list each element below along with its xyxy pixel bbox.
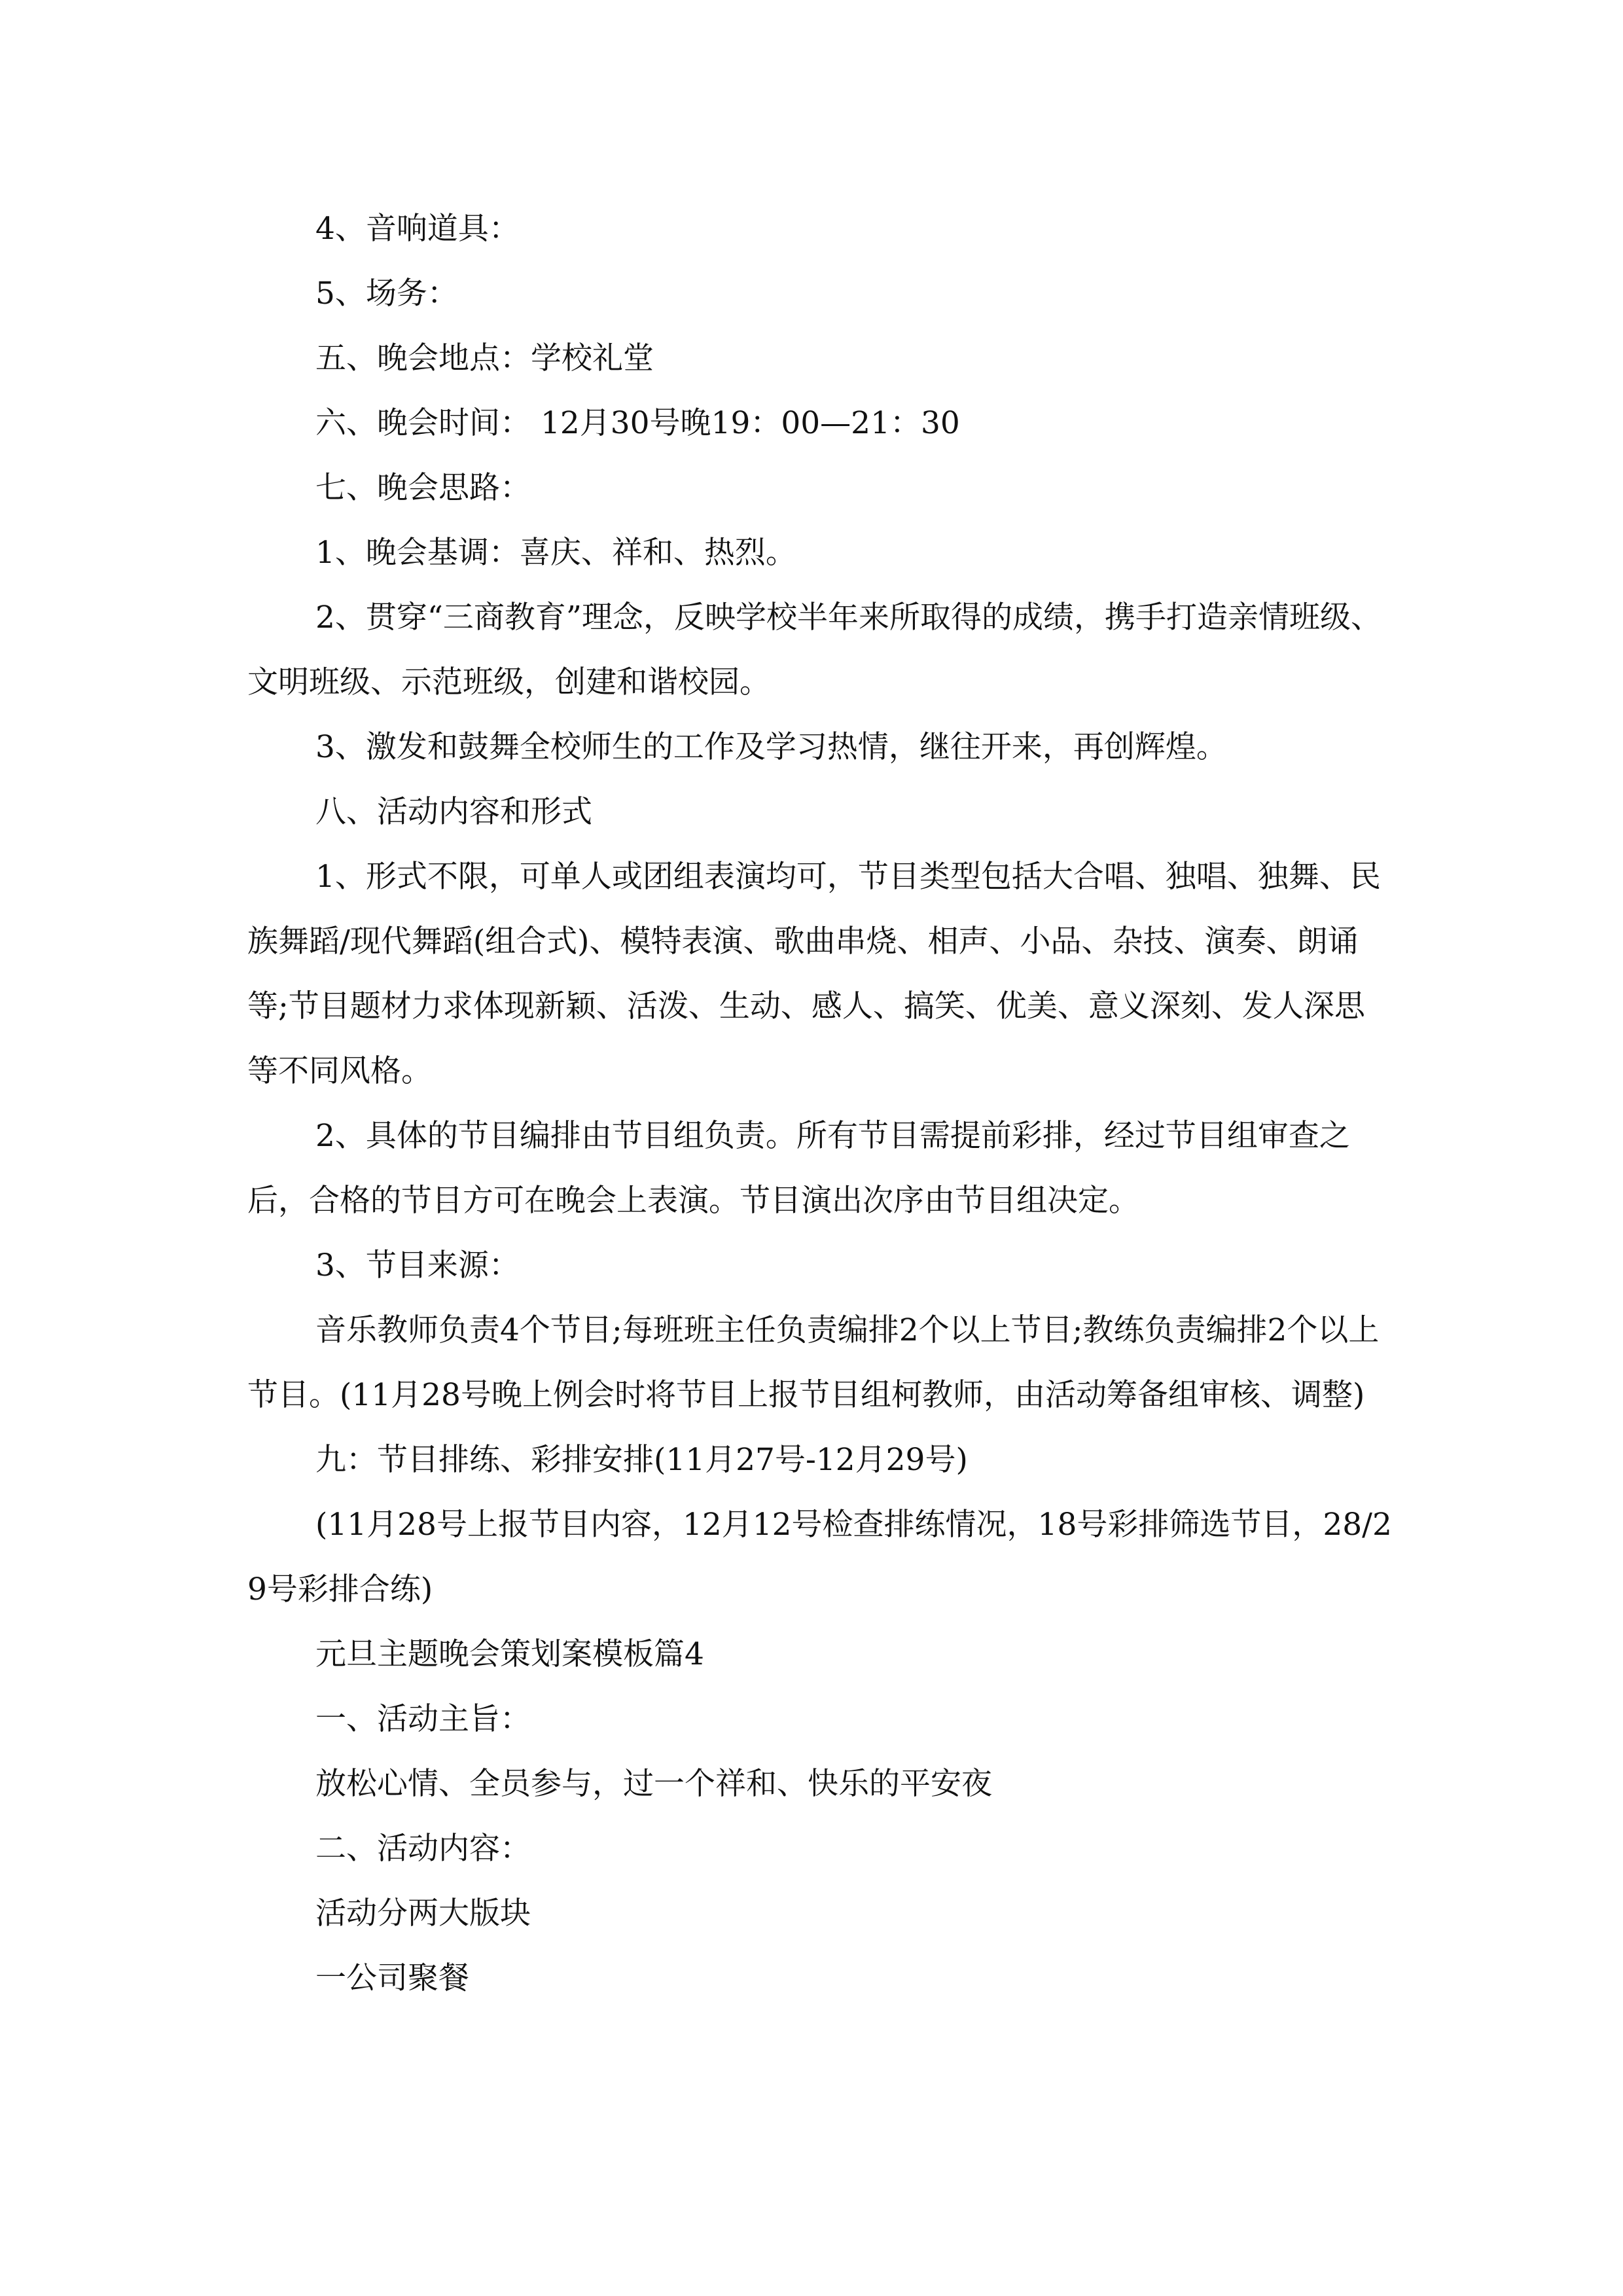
paragraph: 放松心情、全员参与，过一个祥和、快乐的平安夜 [315, 1766, 992, 1802]
paragraph: 六、晚会时间： 12月30号晚19：00—21：30 [315, 405, 960, 441]
paragraph: 2、贯穿“三商教育”理念，反映学校半年来所取得的成绩，携手打造亲情班级、文明班级、示范班级，创建和谐校园。 [247, 600, 1382, 700]
paragraph: 五、晚会地点：学校礼堂 [315, 340, 654, 376]
paragraph: 九：节目排练、彩排安排(11月27号-12月29号) [315, 1442, 968, 1478]
paragraph: (11月28号上报节目内容，12月12号检查排练情况，18号彩排筛选节目，28/29号彩排合练) [247, 1507, 1392, 1607]
paragraph: 1、晚会基调：喜庆、祥和、热烈。 [315, 535, 796, 571]
paragraph: 七、晚会思路： [315, 470, 531, 506]
paragraph: 一、活动主旨： [315, 1701, 531, 1737]
document-body [247, 196, 1394, 2011]
paragraph: 5、场务： [315, 276, 458, 312]
paragraph: 音乐教师负责4个节目;每班班主任负责编排2个以上节目;教练负责编排2个以上节目。(11月28号晚上例会时将节目上报节目组柯教师，由活动筹备组审核、调整) [247, 1312, 1380, 1413]
paragraph: 活动分两大版块 [315, 1895, 531, 1931]
section-title: 元旦主题晚会策划案模板篇4 [315, 1636, 704, 1672]
paragraph: 2、具体的节目编排由节目组负责。所有节目需提前彩排，经过节目组审查之后，合格的节目方可在晚会上表演。节目演出次序由节目组决定。 [247, 1118, 1350, 1219]
paragraph: 一公司聚餐 [315, 1960, 469, 1996]
paragraph: 八、活动内容和形式 [315, 794, 592, 830]
paragraph: 3、节目来源： [315, 1247, 520, 1283]
paragraph: 1、形式不限，可单人或团组表演均可，节目类型包括大合唱、独唱、独舞、民族舞蹈/现代舞蹈(组合式)、模特表演、歌曲串烧、相声、小品、杂技、演奏、朗诵等;节目题材力求体现新颖、活泼、生动、感人、搞笑、优美、意义深刻、发人深思等不同风格。 [247, 859, 1381, 1089]
paragraph: 二、活动内容： [315, 1831, 531, 1867]
paragraph: 4、音响道具： [315, 211, 520, 247]
paragraph: 3、激发和鼓舞全校师生的工作及学习热情，继往开来，再创辉煌。 [315, 729, 1227, 765]
